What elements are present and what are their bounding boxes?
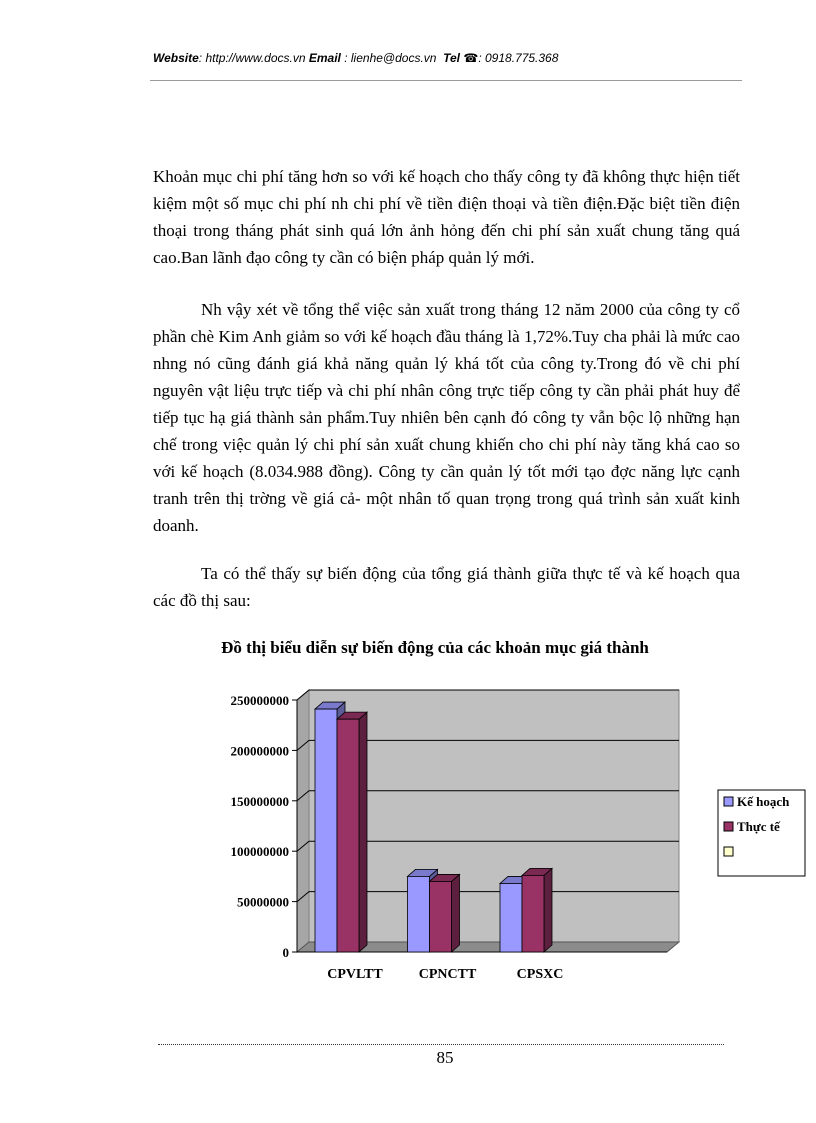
bar — [430, 881, 452, 952]
y-tick-label: 0 — [282, 945, 289, 960]
x-category-label: CPVLTT — [327, 967, 383, 982]
tel-label: Tel — [443, 51, 461, 65]
bar — [337, 719, 359, 952]
bar — [408, 876, 430, 952]
website-label: Website — [153, 51, 199, 65]
y-tick-label: 100000000 — [230, 844, 289, 860]
header-divider — [150, 80, 742, 81]
chart-title: Đồ thị biểu diễn sự biến động của các khoản mục giá thành — [221, 638, 649, 657]
bar-chart — [210, 680, 810, 990]
email-value: : lienhe@docs.vn — [344, 51, 437, 65]
bar-side — [452, 874, 460, 952]
bar — [522, 875, 544, 952]
y-tick-label: 150000000 — [230, 793, 289, 809]
legend-label: Thực tế — [737, 819, 780, 834]
legend-label: Kế hoạch — [737, 794, 790, 809]
bar — [315, 709, 337, 952]
page-header — [153, 51, 753, 65]
legend-swatch — [724, 847, 733, 856]
bar-side — [544, 868, 552, 952]
page-number: 85 — [436, 1048, 454, 1067]
phone-icon: ☎ — [463, 51, 479, 65]
paragraph-2: Nh vậy xét về tổng thể việc sản xuất trong tháng 12 năm 2000 của công ty cổ phần chè Kim Anh giảm so với kế hoạch đầu tháng là 1,72%.Tuy cha phải là mức cao nhng nó cũng đánh giá khả năng quản lý khá tốt của công ty.Trong đó về chi phí nguyên vật liệu trực tiếp và chi phí nhân công trực tiếp công ty cần phải phát huy để tiếp tục hạ giá thành sản phẩm.Tuy nhiên bên cạnh đó công ty vẫn bộc lộ những hạn chế trong việc quản lý chi phí sản xuất chung khiến cho chi phí này tăng khá cao so với kế hoạch (8.034.988 đồng). Công ty cần quản lý tốt mới tạo đợc năng lực cạnh tranh trên thị trờng về giá cả- một nhân tố quan trọng trong quá trình sản xuất kinh doanh. — [153, 300, 740, 535]
paragraph-3: Ta có thể thấy sự biến động của tổng giá thành giữa thực tế và kế hoạch qua các đồ thị sau: — [153, 564, 740, 610]
legend-swatch — [724, 797, 733, 806]
y-tick-label: 250000000 — [230, 693, 289, 708]
plot-side-wall — [297, 690, 309, 952]
bar-side — [359, 712, 367, 952]
y-tick-label: 200000000 — [230, 743, 289, 759]
tel-value: : 0918.775.368 — [478, 51, 559, 65]
legend-swatch — [724, 822, 733, 831]
paragraph-1: Khoản mục chi phí tăng hơn so với kế hoạch cho thấy công ty đã không thực hiện tiết kiệm một số mục chi phí nh chi phí về tiền điện thoại và tiền điện.Đặc biệt tiền điện thoại trong tháng phát sinh quá lớn ảnh hỏng đến chi phí sản xuất chung tăng quá cao.Ban lãnh đạo công ty cần có biện pháp quản lý mới. — [153, 167, 740, 267]
y-tick-label: 50000000 — [237, 894, 289, 910]
website-value: : http://www.docs.vn — [198, 51, 306, 65]
email-label: Email — [308, 51, 341, 65]
x-category-label: CPNCTT — [418, 967, 477, 982]
bar — [500, 883, 522, 952]
footer-divider — [158, 1044, 724, 1045]
x-category-label: CPSXC — [516, 967, 564, 982]
